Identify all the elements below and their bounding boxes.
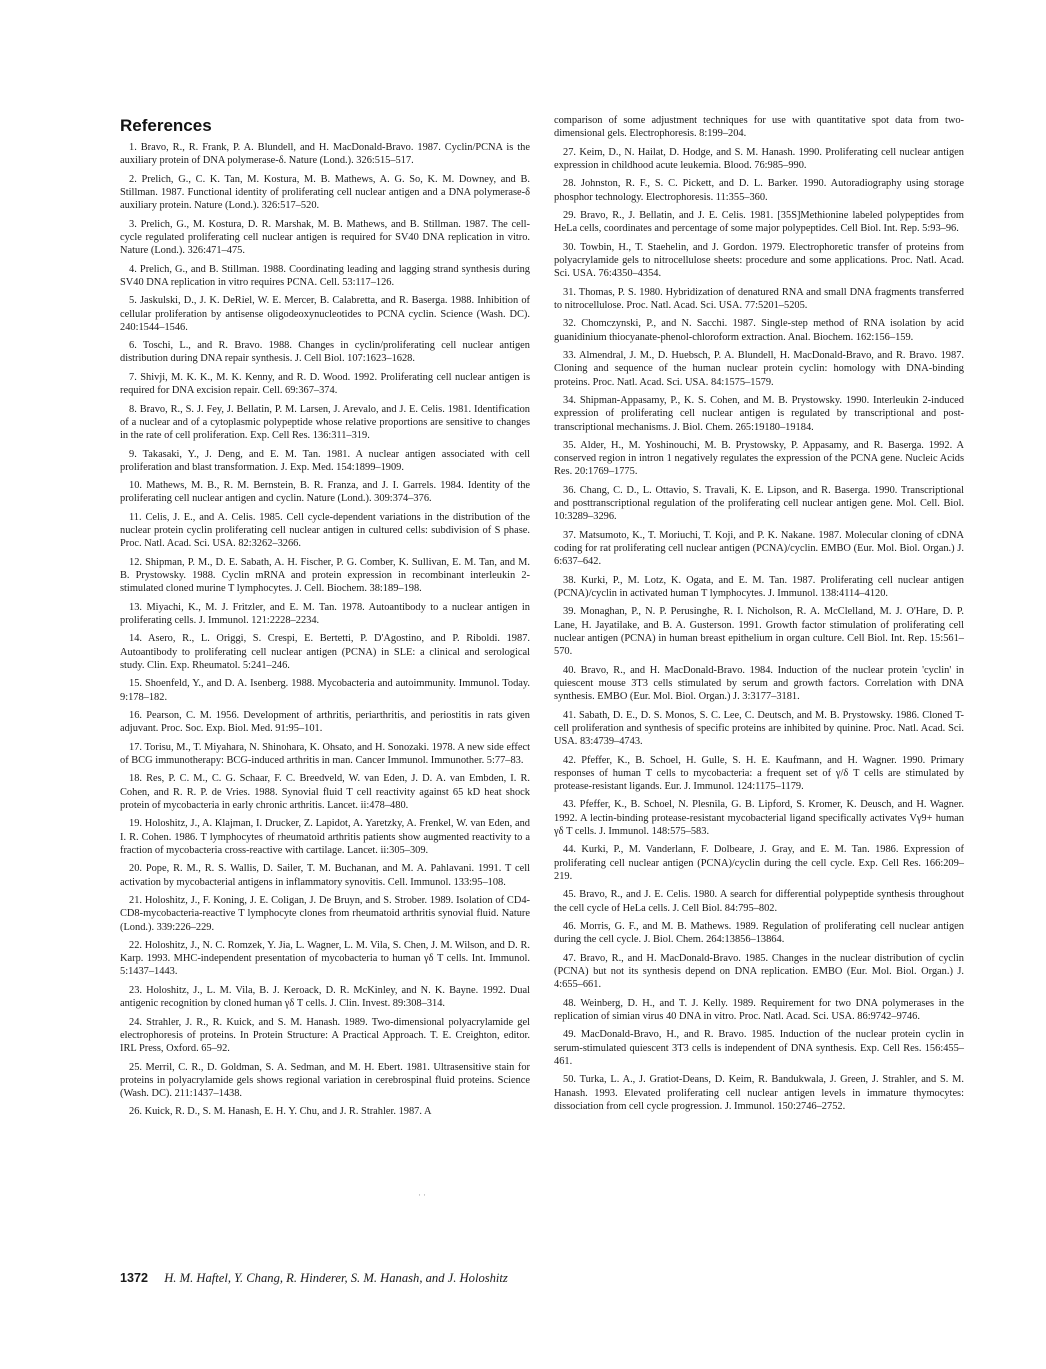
reference-item: 31. Thomas, P. S. 1980. Hybridization of denatured RNA and small DNA fragments transferred to nitrocellulose. Proc. Natl. Acad. Sci. USA. 77:5201–5205.: [554, 286, 964, 311]
reference-item: 38. Kurki, P., M. Lotz, K. Ogata, and E. M. Tan. 1987. Proliferating cell nuclear antigen (PCNA)/cyclin in activated human T lymphocytes. J. Immunol. 138:4114–4120.: [554, 574, 964, 599]
reference-item: 27. Keim, D., N. Hailat, D. Hodge, and S. M. Hanash. 1990. Proliferating cell nuclear antigen expression in childhood acute leukemia. Blood. 76:985–990.: [554, 146, 964, 171]
reference-item: 23. Holoshitz, J., L. M. Vila, B. J. Keroack, D. R. McKinley, and N. K. Bayne. 1992. Dual antigenic recognition by cloned human γδ T cells. J. Clin. Invest. 89:308–314.: [120, 984, 530, 1010]
reference-item: 6. Toschi, L., and R. Bravo. 1988. Changes in cyclin/proliferating cell nuclear antigen distribution during DNA repair synthesis. J. Cell Biol. 107:1623–1628.: [120, 340, 530, 365]
reference-item: 33. Almendral, J. M., D. Huebsch, P. A. Blundell, H. MacDonald-Bravo, and R. Bravo. 1987. Cloning and sequence of the human nuclear protein cyclin: homology with DNA-binding proteins. Proc. Natl. Acad. Sci. USA. 84:1575–1579.: [554, 350, 964, 388]
reference-item: 17. Torisu, M., T. Miyahara, N. Shinohara, K. Ohsato, and H. Sonozaki. 1978. A new side effect of BCG immunotherapy: BCG-induced arthritis in man. Cancer Immunol. Immunother. 5:77–83.: [120, 741, 530, 766]
reference-item: 1. Bravo, R., R. Frank, P. A. Blundell, and H. MacDonald-Bravo. 1987. Cyclin/PCNA is the auxiliary protein of DNA polymerase-δ. Nature (Lond.). 326:515–517.: [120, 142, 530, 167]
reference-item: 5. Jaskulski, D., J. K. DeRiel, W. E. Mercer, B. Calabretta, and R. Baserga. 1988. Inhibition of cellular proliferation by antisense oligodeoxynucleotides to PCNA cyclin. Science (Wash. DC). 240:1544–1546.: [120, 295, 530, 333]
reference-item: 9. Takasaki, Y., J. Deng, and E. M. Tan. 1981. A nuclear antigen associated with cell proliferation and blast transformation. J. Exp. Med. 154:1899–1909.: [120, 448, 530, 473]
references-heading: References: [120, 116, 212, 135]
reference-item: 48. Weinberg, D. H., and T. J. Kelly. 1989. Requirement for two DNA polymerases in the replication of simian virus 40 DNA in vitro. Proc. Natl. Acad. Sci. USA. 86:9742–9746.: [554, 997, 964, 1022]
reference-item: 14. Asero, R., L. Origgi, S. Crespi, E. Bertetti, P. D'Agostino, and P. Riboldi. 1987. Autoantibody to proliferating cell nuclear antigen (PCNA) in SLE: a clinical and serological study. Clin. Exp. Rheumatol. 5:241–246.: [120, 633, 530, 671]
running-authors: H. M. Haftel, Y. Chang, R. Hinderer, S. M. Hanash, and J. Holoshitz: [164, 1271, 508, 1285]
reference-item: 11. Celis, J. E., and A. Celis. 1985. Cell cycle-dependent variations in the distribution of the nuclear protein cyclin proliferating cell nuclear antigen in cultured cells: subdivision of S phase. Proc. Natl. Acad. Sci. USA. 82:3262–3266.: [120, 511, 530, 550]
reference-item: 2. Prelich, G., C. K. Tan, M. Kostura, M. B. Mathews, A. G. So, K. M. Downey, and B. Stillman. 1987. Functional identity of proliferating cell nuclear antigen and a DNA polymerase-δ auxiliary protein. Nature (Lond.). 326:517–520.: [120, 173, 530, 212]
page-footer: [120, 1270, 508, 1286]
reference-item: 22. Holoshitz, J., N. C. Romzek, Y. Jia, L. Wagner, L. M. Vila, S. Chen, J. M. Wilson, and D. R. Karp. 1993. MHC-independent presentation of mycobacteria to human γδ T cells. Int. Immunol. 5:1437–1443.: [120, 939, 530, 978]
reference-item: 42. Pfeffer, K., B. Schoel, H. Gulle, S. H. E. Kaufmann, and H. Wagner. 1990. Primary responses of human T cells to mycobacteria: a frequent set of γ/δ T cells are stimulated by protease-resistant ligands. Eur. J. Immunol. 124:1175–1179.: [554, 754, 964, 792]
reference-item: 40. Bravo, R., and H. MacDonald-Bravo. 1984. Induction of the nuclear protein 'cyclin' in quiescent mouse 3T3 cells stimulated by serum and growth factors. Correlation with DNA synthesis. EMBO (Eur. Mol. Biol. Organ.) J. 3:3177–3181.: [554, 664, 964, 703]
reference-item: 30. Towbin, H., T. Staehelin, and J. Gordon. 1979. Electrophoretic transfer of proteins from polyacrylamide gels to nitrocellulose sheets: procedure and some applications. Proc. Natl. Acad. Sci. USA. 76:4350–4354.: [554, 241, 964, 280]
reference-item: 8. Bravo, R., S. J. Fey, J. Bellatin, P. M. Larsen, J. Arevalo, and J. E. Celis. 1981. Identification of a nuclear and of a cytoplasmic polypeptide whose relative proportions are sensitive to changes in the rate of cell proliferation. Exp. Cell Res. 136:311–319.: [120, 403, 530, 442]
reference-item: 18. Res, P. C. M., C. G. Schaar, F. C. Breedveld, W. van Eden, J. D. A. van Embden, I. R. Cohen, and R. R. P. de Vries. 1988. Synovial fluid T cell reactivity against 65 kD heat shock protein of mycobacteria in early chronic arthritis. Lancet. ii:478–480.: [120, 773, 530, 811]
reference-item: 26. Kuick, R. D., S. M. Hanash, E. H. Y. Chu, and J. R. Strahler. 1987. A: [129, 1106, 432, 1118]
reference-item: 16. Pearson, C. M. 1956. Development of arthritis, periarthritis, and periostitis in rats given adjuvant. Proc. Soc. Exp. Biol. Med. 91:95–101.: [120, 710, 530, 735]
reference-item: 21. Holoshitz, J., F. Koning, J. E. Coligan, J. De Bruyn, and S. Strober. 1989. Isolation of CD4-CD8-mycobacteria-reactive T lymphocyte clones from rheumatoid arthritis synovial fluid. Nature (Lond.). 339:226–229.: [120, 895, 530, 933]
reference-item: 47. Bravo, R., and H. MacDonald-Bravo. 1985. Changes in the nuclear distribution of cyclin (PCNA) but not its synthesis depend on DNA replication. EMBO (Eur. Mol. Biol. Organ.) J. 4:655–661.: [554, 952, 964, 991]
reference-item: 32. Chomczynski, P., and N. Sacchi. 1987. Single-step method of RNA isolation by acid guanidinium thiocyanate-phenol-chloroform extraction. Anal. Biochem. 162:156–159.: [554, 318, 964, 343]
reference-item: 25. Merril, C. R., D. Goldman, S. A. Sedman, and M. H. Ebert. 1981. Ultrasensitive stain for proteins in polyacrylamide gels shows regional variation in cerebrospinal fluid proteins. Science (Wash. DC). 211:1437–1438.: [120, 1061, 530, 1099]
reference-item: 24. Strahler, J. R., R. Kuick, and S. M. Hanash. 1989. Two-dimensional polyacrylamide gel electrophoresis of proteins. In Protein Structure: A Practical Approach. T. E. Creighton, editor. IRL Press, Oxford. 65–92.: [120, 1016, 530, 1055]
page-number: 1372: [120, 1271, 149, 1285]
reference-item: 46. Morris, G. F., and M. B. Mathews. 1989. Regulation of proliferating cell nuclear antigen during the cell cycle. J. Biol. Chem. 264:13856–13864.: [554, 921, 964, 946]
reference-item: 12. Shipman, P. M., D. E. Sabath, A. H. Fischer, P. G. Comber, K. Sullivan, E. M. Tan, and M. B. Prystowsky. 1988. Cyclin mRNA and protein expression in recombinant interleukin 2-stimulated cloned murine T lymphocytes. J. Cell. Biochem. 38:189–198.: [120, 556, 530, 595]
reference-item: 13. Miyachi, K., M. J. Fritzler, and E. M. Tan. 1978. Autoantibody to a nuclear antigen in proliferating cells. J. Immunol. 121:2228–2234.: [120, 601, 530, 626]
references-left-column: [120, 141, 530, 1124]
reference-item: 49. MacDonald-Bravo, H., and R. Bravo. 1985. Induction of the nuclear protein cyclin in serum-stimulated quiescent 3T3 cells is independent of DNA synthesis. Exp. Cell Res. 156:455–461.: [554, 1029, 964, 1067]
reference-item: 35. Alder, H., M. Yoshinouchi, M. B. Prystowsky, P. Appasamy, and R. Baserga. 1992. A conserved region in intron 1 negatively regulates the expression of the PCNA gene. Nucleic Acids Res. 20:1769–1775.: [554, 439, 964, 478]
reference-item: 15. Shoenfeld, Y., and D. A. Isenberg. 1988. Mycobacteria and autoimmunity. Immunol. Today. 9:178–182.: [120, 678, 530, 703]
reference-item: 10. Mathews, M. B., R. M. Bernstein, B. R. Franza, and J. I. Garrels. 1984. Identity of the proliferating cell nuclear antigen and cyclin. Nature (Lond.). 309:374–376.: [120, 480, 530, 505]
reference-item: 19. Holoshitz, J., A. Klajman, I. Drucker, Z. Lapidot, A. Yaretzky, A. Frenkel, W. van Eden, and I. R. Cohen. 1986. T lymphocytes of rheumatoid arthritis patients show augmented reactivity to a fraction of mycobacteria cross-reactive with cartilage. Lancet. ii:305–309.: [120, 818, 530, 856]
reference-item: 50. Turka, L. A., J. Gratiot-Deans, D. Keim, R. Bandukwala, J. Green, J. Strahler, and S. M. Hanash. 1993. Elevated proliferating cell nuclear antigen levels in immature thymocytes: dissociation from cell cycle progression. J. Immunol. 150:2746–2752.: [554, 1074, 964, 1112]
reference-item: 34. Shipman-Appasamy, P., K. S. Cohen, and M. B. Prystowsky. 1990. Interleukin 2-induced expression of proliferating cell nuclear antigen is regulated by transcriptional and post-transcriptional mechanisms. J. Biol. Chem. 265:19180–19184.: [554, 395, 964, 433]
reference-item: 4. Prelich, G., and B. Stillman. 1988. Coordinating leading and lagging strand synthesis during SV40 DNA replication in vitro requires PCNA. Cell. 53:117–126.: [120, 263, 530, 288]
reference-item: 37. Matsumoto, K., T. Moriuchi, T. Koji, and P. K. Nakane. 1987. Molecular cloning of cDNA coding for rat proliferating cell nuclear antigen (PCNA)/cyclin. EMBO (Eur. Mol. Biol. Organ.) J. 6:637–642.: [554, 529, 964, 568]
reference-item: 3. Prelich, G., M. Kostura, D. R. Marshak, M. B. Mathews, and B. Stillman. 1987. The cell-cycle regulated proliferating cell nuclear antigen is required for SV40 DNA replication in vitro. Nature (Lond.). 326:471–475.: [120, 218, 530, 257]
reference-continuation: comparison of some adjustment techniques for use with quantitative spot data from two-dimensional gels. Electrophoresis. 8:199–204.: [554, 115, 964, 140]
reference-item: 44. Kurki, P., M. Vanderlann, F. Dolbeare, J. Gray, and E. M. Tan. 1986. Expression of proliferating cell nuclear antigen (PCNA)/cyclin during the cell cycle. Exp. Cell Res. 166:209–219.: [554, 844, 964, 882]
reference-item: 45. Bravo, R., and J. E. Celis. 1980. A search for differential polypeptide synthesis throughout the cell cycle of HeLa cells. J. Cell Biol. 84:795–802.: [554, 889, 964, 914]
page-mark: ··: [418, 1190, 428, 1200]
reference-item: 7. Shivji, M. K. K., M. K. Kenny, and R. D. Wood. 1992. Proliferating cell nuclear antigen is required for DNA excision repair. Cell. 69:367–374.: [120, 371, 530, 397]
reference-item: 28. Johnston, R. F., S. C. Pickett, and D. L. Barker. 1990. Autoradiography using storage phosphor technology. Electrophoresis. 11:355–360.: [554, 178, 964, 203]
reference-item: 20. Pope, R. M., R. S. Wallis, D. Sailer, T. M. Buchanan, and M. A. Pahlavani. 1991. T cell activation by mycobacterial antigens in inflammatory synovitis. Cell. Immunol. 133:95–108.: [120, 863, 530, 888]
reference-item: 29. Bravo, R., J. Bellatin, and J. E. Celis. 1981. [35S]Methionine labeled polypeptides from HeLa cells, coordinates and percentage of some major polypeptides. Cell Biol. Int. Rep. 5:93–96.: [554, 210, 964, 235]
reference-item: 41. Sabath, D. E., D. S. Monos, S. C. Lee, C. Deutsch, and M. B. Prystowsky. 1986. Cloned T-cell proliferation and synthesis of specific proteins are inhibited by quinine. Proc. Natl. Acad. Sci. USA. 83:4739–4743.: [554, 709, 964, 748]
references-right-column: [554, 114, 964, 1118]
reference-item: 43. Pfeffer, K., B. Schoel, N. Plesnila, G. B. Lipford, S. Kromer, K. Deusch, and H. Wagner. 1992. A lectin-binding protease-resistant mycobacterial ligand specifically activates Vγ9+ human γδ T cells. J. Immunol. 148:575–583.: [554, 799, 964, 837]
reference-item: 39. Monaghan, P., N. P. Perusinghe, R. I. Nicholson, R. A. McClelland, M. J. O'Hare, D. P. Lane, H. Jayatilake, and B. A. Gusterson. 1991. Growth factor stimulation of proliferating cell nuclear antigen (PCNA) in human breast epithelium in organ culture. Cell Biol. Int. Rep. 15:561–570.: [554, 606, 964, 658]
reference-item: 36. Chang, C. D., L. Ottavio, S. Travali, K. E. Lipson, and R. Baserga. 1990. Transcriptional and posttranscriptional regulation of the proliferating cell nuclear antigen gene. Mol. Cell. Biol. 10:3289–3296.: [554, 484, 964, 523]
